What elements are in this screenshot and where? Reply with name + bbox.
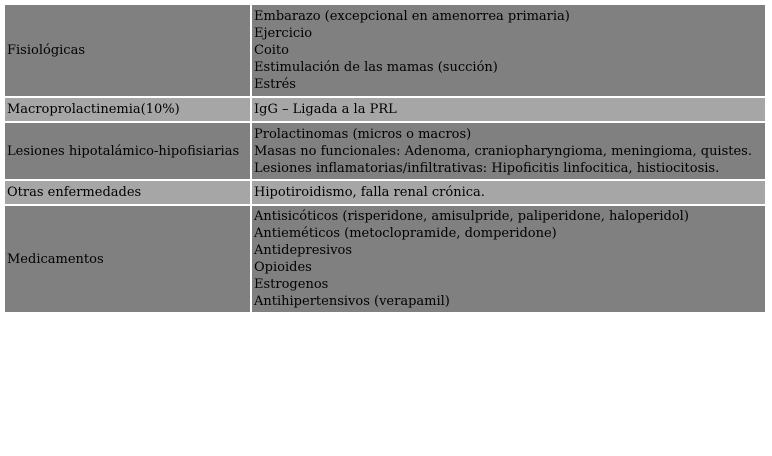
- detail-line: Antisicóticos (risperidone, amisulpride, paliperidone, haloperidol): [254, 209, 689, 224]
- detail-line: Hipotiroidismo, falla renal crónica.: [254, 185, 485, 200]
- details-cell: [252, 206, 765, 312]
- detail-line: Opioides: [254, 260, 312, 275]
- detail-line: Estrogenos: [254, 277, 329, 292]
- table-row-medicamentos: [5, 206, 765, 312]
- detail-line: Prolactinomas (micros o macros): [254, 126, 472, 142]
- detail-line: Estrés: [254, 77, 296, 92]
- table-row-lesiones: [5, 123, 765, 179]
- details-cell: [252, 181, 765, 204]
- table-row-macroprolactinemia: [5, 98, 765, 121]
- detail-line: Masas no funcionales: Adenoma, craniopharyngioma, meningioma, quistes.: [254, 143, 752, 159]
- detail-line: Lesiones inflamatorias/infiltrativas: Hipoficitis linfocitica, histiocitosis.: [254, 160, 720, 176]
- hyperprolactinemia-causes-table: [3, 3, 767, 314]
- detail-line: Estimulación de las mamas (succión): [254, 60, 498, 75]
- table-row-otras-enfermedades: [5, 181, 765, 204]
- detail-line: Embarazo (excepcional en amenorrea primaria): [254, 9, 570, 24]
- detail-line: Antihipertensivos (verapamil): [254, 294, 450, 309]
- category-cell: Otras enfermedades: [5, 181, 250, 204]
- category-cell: Macroprolactinemia(10%): [5, 98, 250, 121]
- detail-line: Coito: [254, 43, 289, 58]
- category-cell: Fisiológicas: [5, 5, 250, 96]
- category-cell: Lesiones hipotalámico-hipofisiarias: [5, 123, 250, 179]
- details-cell: [252, 98, 765, 121]
- detail-line: Antidepresivos: [254, 243, 353, 258]
- category-cell: Medicamentos: [5, 206, 250, 312]
- detail-line: Antieméticos (metoclopramide, domperidone): [254, 226, 557, 241]
- table-row-fisiologicas: [5, 5, 765, 96]
- details-cell: [252, 5, 765, 96]
- details-cell: [252, 123, 765, 179]
- detail-line: Ejercicio: [254, 26, 313, 41]
- detail-line: IgG – Ligada a la PRL: [254, 102, 397, 117]
